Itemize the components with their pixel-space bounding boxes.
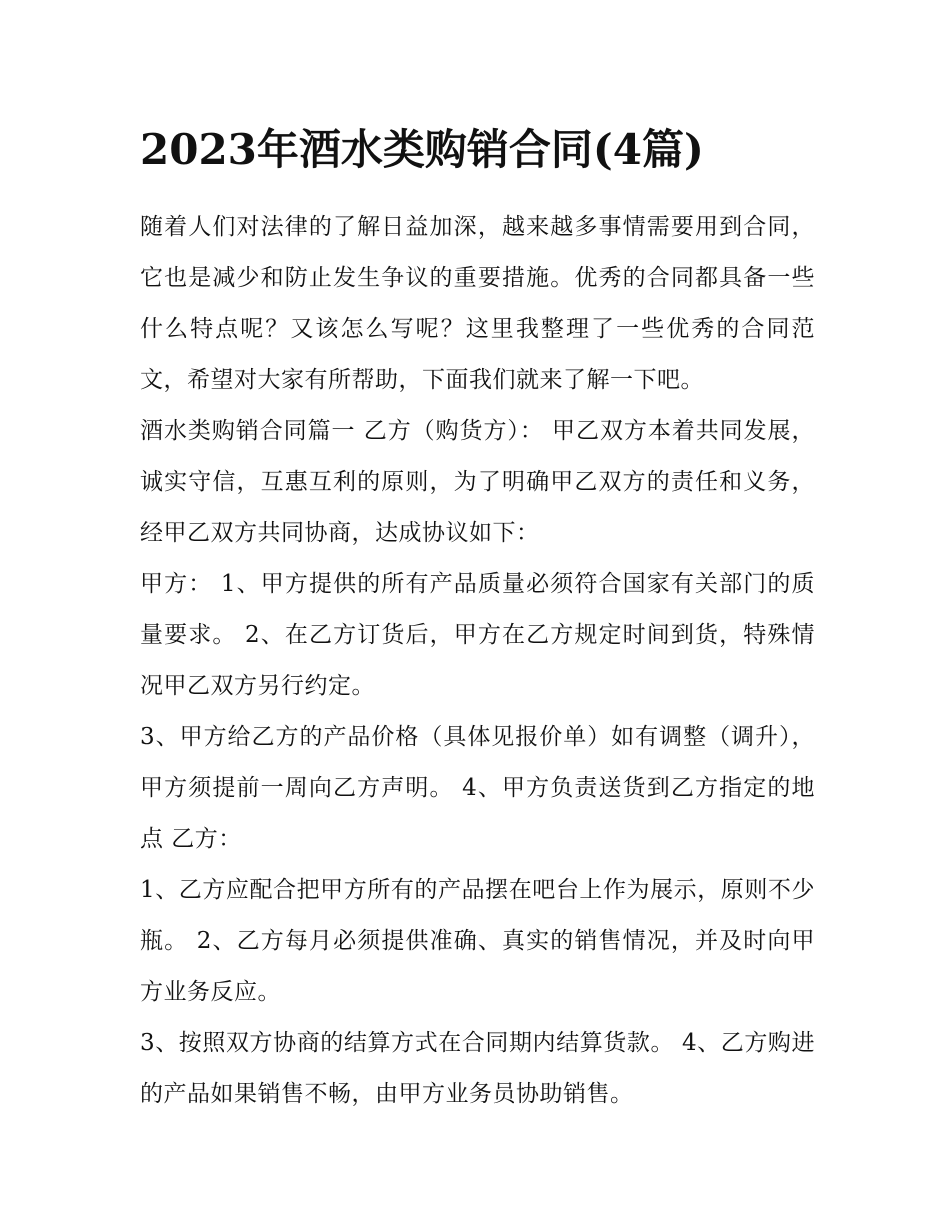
contract-preamble-paragraph: 酒水类购销合同篇一 乙方（购货方）： 甲乙双方本着共同发展，诚实守信，互惠互利的原则，为了明确甲乙双方的责任和义务，经甲乙双方共同协商，达成协议如下： — [140, 418, 815, 546]
party-a-clauses-continued-paragraph: 3、甲方给乙方的产品价格（具体见报价单）如有调整（调升），甲方须提前一周向乙方声明。 4、甲方负责送货到乙方指定的地点 乙方： — [140, 724, 815, 852]
intro-paragraph: 随着人们对法律的了解日益加深，越来越多事情需要用到合同，它也是减少和防止发生争议的重要措施。优秀的合同都具备一些什么特点呢？又该怎么写呢？这里我整理了一些优秀的合同范文，希望对大家有所帮助，下面我们就来了解一下吧。 — [140, 214, 815, 393]
party-b-clauses-paragraph: 1、乙方应配合把甲方所有的产品摆在吧台上作为展示，原则不少瓶。 2、乙方每月必须提供准确、真实的销售情况，并及时向甲方业务反应。 — [140, 877, 815, 1005]
party-a-clauses-paragraph: 甲方： 1、甲方提供的所有产品质量必须符合国家有关部门的质量要求。 2、在乙方订货后，甲方在乙方规定时间到货，特殊情况甲乙双方另行约定。 — [140, 571, 815, 699]
party-b-clauses-continued-paragraph: 3、按照双方协商的结算方式在合同期内结算货款。 4、乙方购进的产品如果销售不畅，由甲方业务员协助销售。 — [140, 1030, 815, 1107]
document-title: 2023年酒水类购销合同(4篇) — [140, 125, 704, 174]
document-page — [140, 118, 815, 1120]
